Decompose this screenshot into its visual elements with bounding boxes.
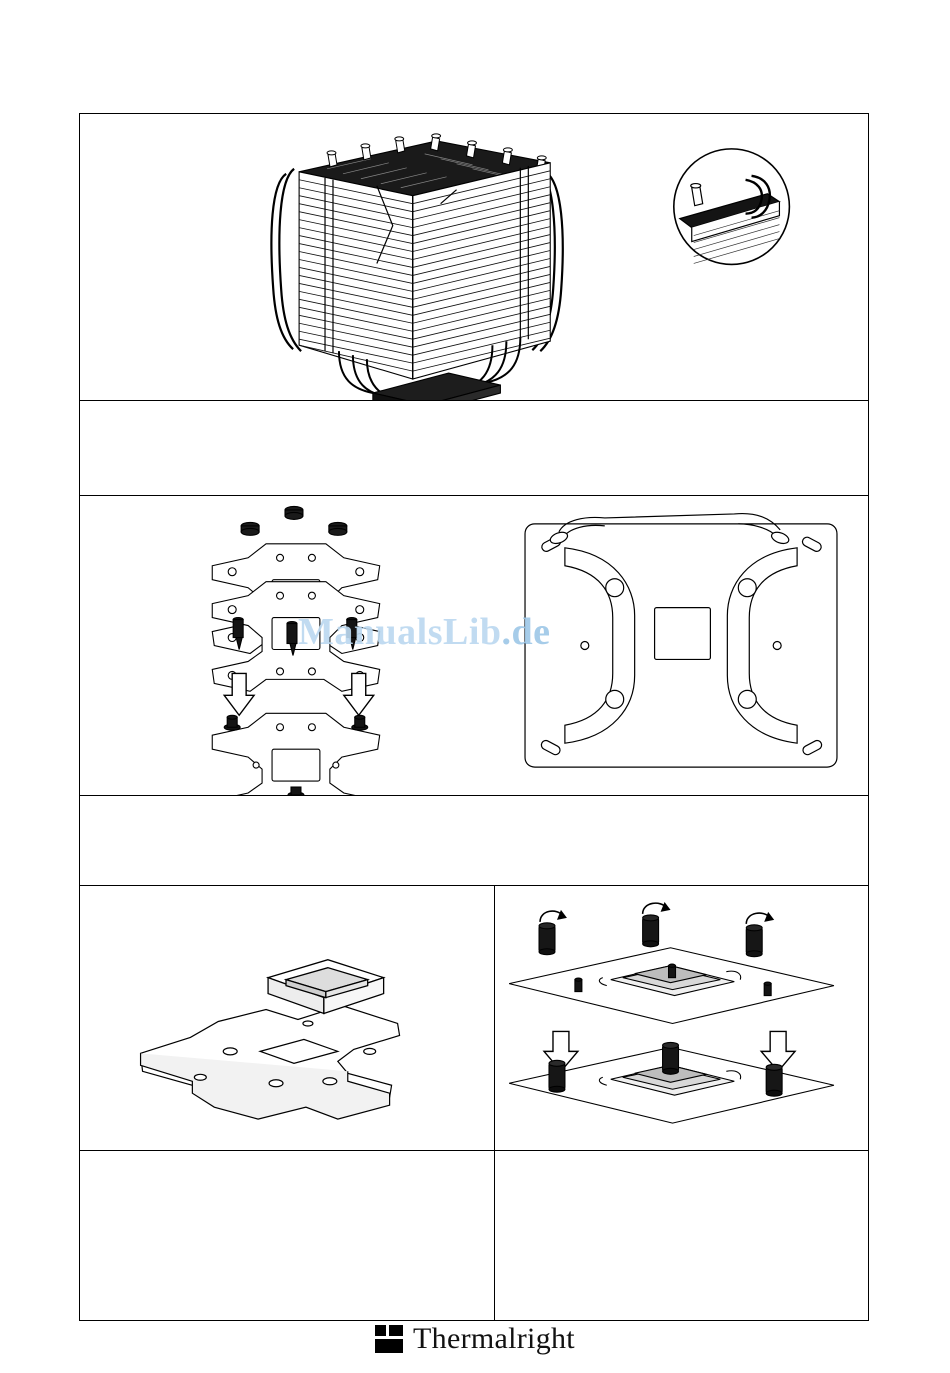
watermark-suffix: .de: [501, 611, 551, 653]
brand-name-text: Thermalright: [413, 1322, 575, 1355]
footer-brand: [0, 1322, 950, 1356]
step-1-caption-cell: [80, 401, 868, 496]
step-2-figure-cell: [80, 496, 868, 796]
step-3-right-caption-text: [494, 1151, 868, 1171]
standoff-screws-mounting-figure: [494, 886, 868, 1150]
step-2-caption-cell: [80, 796, 868, 886]
thermalright-logo-icon: [375, 1325, 403, 1353]
backplate-exploded-figure: [80, 496, 494, 795]
step-3-figure-cell: [80, 886, 868, 1151]
step-1-figure-cell: [80, 114, 868, 401]
clip-detail-callout-circle: [674, 149, 790, 265]
step-2-caption-text: [80, 796, 868, 816]
step-1-caption-text: [80, 401, 868, 421]
step-3-left-caption-text: [80, 1151, 494, 1171]
motherboard-backplate-outline-figure: [494, 496, 868, 795]
cpu-cooler-heatsink-figure: [80, 114, 868, 400]
instruction-table: [79, 113, 869, 1321]
backplate-with-socket-frame-figure: [80, 886, 494, 1150]
step-3-caption-cell: [80, 1151, 868, 1321]
watermark-text: ManualsLib: [298, 611, 502, 653]
